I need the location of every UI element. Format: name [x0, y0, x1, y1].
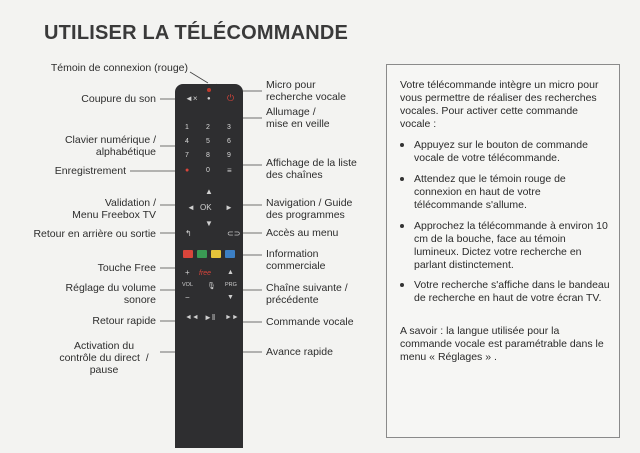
info-bullet-4: Votre recherche s'affiche dans le bandeau de recherche en haut de votre écran TV.: [414, 279, 610, 304]
back-icon[interactable]: ↰: [185, 229, 192, 238]
label-temoin-connexion: Témoin de connexion (rouge): [50, 62, 188, 74]
label-chaine: Chaîne suivante / précédente: [266, 282, 348, 306]
label-navigation: Navigation / Guide des programmes: [266, 197, 353, 221]
info-note: A savoir : la langue utilisée pour la commande vocale est paramétrable dans le menu « Réglages » .: [400, 325, 604, 363]
key-blue[interactable]: [225, 250, 235, 258]
label-clavier: Clavier numérique / alphabétique: [64, 134, 156, 158]
play-pause-icon[interactable]: ►‖: [204, 313, 216, 322]
label-retour: Retour en arrière ou sortie: [33, 228, 156, 240]
key-5[interactable]: 5: [206, 138, 210, 145]
label-allumage: Allumage / mise en veille: [266, 106, 330, 130]
arrow-right-icon[interactable]: ►: [225, 203, 233, 212]
power-icon[interactable]: ⏻: [227, 93, 235, 103]
fast-forward-icon[interactable]: ►►: [225, 314, 239, 321]
prg-label: PRG: [225, 282, 237, 288]
info-bullet-2: Attendez que le témoin rouge de connexion en haut de votre télécommande s'allume.: [414, 173, 566, 211]
vol-label: VOL: [182, 282, 194, 288]
arrow-down-icon[interactable]: ▼: [205, 219, 213, 228]
key-yellow[interactable]: [211, 250, 221, 258]
label-affichage: Affichage de la liste des chaînes: [266, 157, 357, 181]
label-activation: Activation du contrôle du direct / pause: [59, 340, 149, 376]
key-3[interactable]: 3: [227, 124, 231, 131]
mute-icon[interactable]: ◄×: [185, 94, 198, 103]
key-8[interactable]: 8: [206, 152, 210, 159]
key-9[interactable]: 9: [227, 152, 231, 159]
info-box: [386, 64, 620, 438]
record-icon[interactable]: ●: [185, 167, 190, 174]
info-bullet-1: Appuyez sur le bouton de commande vocale de votre télécommande.: [414, 139, 588, 164]
key-red[interactable]: [183, 250, 193, 258]
remote-control: [175, 84, 243, 448]
info-intro: Votre télécommande intègre un micro pour vous permettre de réaliser des recherches vocales. Pour activer cette commande vocale :: [400, 79, 599, 130]
channel-up-icon[interactable]: ▲: [227, 269, 234, 276]
label-touche-free: Touche Free: [97, 262, 156, 274]
rewind-icon[interactable]: ◄◄: [185, 314, 199, 321]
arrow-up-icon[interactable]: ▲: [205, 187, 213, 196]
volume-down-icon[interactable]: −: [185, 293, 190, 302]
info-bullet-3: Approchez la télécommande à environ 10 cm de la bouche, face au témoin lumineux. Dictez votre recherche en parlant distinctement.: [414, 220, 608, 271]
label-enregistrement: Enregistrement: [54, 165, 126, 177]
label-information: Information commerciale: [266, 248, 326, 272]
microphone-icon[interactable]: ●: [207, 96, 211, 102]
bullet-dot: [400, 177, 404, 181]
menu-icon[interactable]: ⊂⊃: [227, 229, 241, 238]
key-green[interactable]: [197, 250, 207, 258]
bullet-dot: [400, 143, 404, 147]
free-button[interactable]: free: [199, 270, 212, 277]
label-micro: Micro pour recherche vocale: [266, 79, 346, 103]
volume-up-icon[interactable]: +: [185, 268, 190, 277]
ok-button[interactable]: OK: [200, 203, 212, 212]
label-avance-rapide: Avance rapide: [266, 346, 333, 358]
label-commande-vocale: Commande vocale: [266, 316, 354, 328]
bullet-dot: [400, 283, 404, 287]
key-2[interactable]: 2: [206, 124, 210, 131]
key-7[interactable]: 7: [185, 152, 189, 159]
key-6[interactable]: 6: [227, 138, 231, 145]
label-coupure-son: Coupure du son: [81, 93, 156, 105]
list-icon[interactable]: ≡: [227, 166, 232, 175]
label-acces-menu: Accès au menu: [266, 227, 339, 239]
arrow-left-icon[interactable]: ◄: [187, 203, 195, 212]
key-0[interactable]: 0: [206, 167, 210, 174]
connection-led: [207, 88, 211, 92]
key-4[interactable]: 4: [185, 138, 189, 145]
page-title: UTILISER LA TÉLÉCOMMANDE: [44, 22, 349, 44]
voice-command-icon[interactable]: 🎙: [207, 283, 216, 290]
label-validation: Validation / Menu Freebox TV: [72, 197, 156, 221]
label-volume: Réglage du volume sonore: [65, 282, 156, 306]
label-retour-rapide: Retour rapide: [92, 315, 156, 327]
bullet-dot: [400, 224, 404, 228]
key-1[interactable]: 1: [185, 124, 189, 131]
channel-down-icon[interactable]: ▼: [227, 294, 234, 301]
